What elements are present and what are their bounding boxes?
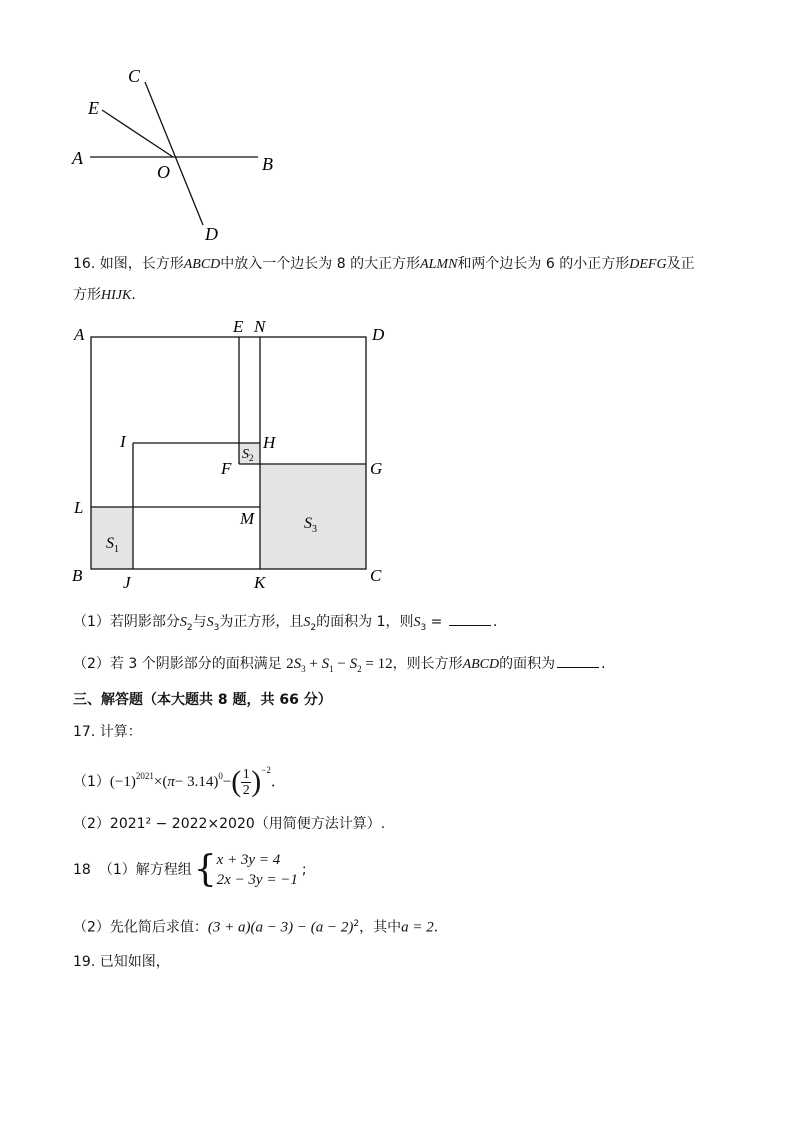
q16-p2-a: （2）若 3 个阴影部分的面积满足 [73,656,282,672]
q18-part1: 18 （1）解方程组 { x + 3y = 4 2x − 3y = −1 ; [73,849,307,890]
q16-number: 16. [73,256,96,272]
q16-text6: ． [131,287,146,303]
label-s3: $S_3$ [304,515,317,535]
fig-label-d: D [372,325,385,344]
q18-part2: （2）先化简后求值：$(3 + a)(a - 3) - (a - 2)^2$，其中a = 2． [73,919,448,936]
answer-blank-1[interactable] [449,613,491,626]
q18-eq1: x + 3y = 4 [216,852,281,868]
q17-number: 17. 计算： [73,724,142,740]
q17-part1 [73,762,286,802]
q18-p2-expression: (3 + a)(a − 3) − (a − 2) [207,919,354,936]
fig-label-f: F [221,459,232,478]
q17-p1-label: （1） [73,774,110,790]
q16-part1: （1）若阴影部分$S_2$与$S_3$为正方形，且$S_2$的面积为 1，则$S_3$ = ． [73,614,507,633]
line-eo [102,110,173,157]
fig-label-c: C [370,566,382,585]
rectangle-figure [60,312,400,597]
q16-p1-c: 为正方形，且 [219,614,304,630]
label-b: B [262,154,273,174]
section-title: 三、解答题（本大题共 8 题，共 66 分） [73,692,332,708]
q18-eq2: 2x − 3y = −1 [216,872,298,888]
q16-p2-b: ，则长方形 [392,656,463,672]
angle-figure [60,60,300,250]
q16-part2 [73,654,615,679]
q16-p1-d: 的面积为 1，则 [316,614,414,630]
fig-label-k: K [254,573,266,592]
fig-label-m: M [240,509,255,528]
fig-label-a: A [74,325,85,344]
q19-text: 19. 已知如图， [73,954,170,970]
fig-label-n: N [254,317,266,336]
q16-p1-f: ． [492,614,507,630]
fig-label-b: B [72,566,83,585]
q17-part2 [73,814,385,834]
answer-blank-2[interactable] [557,655,599,668]
label-e: E [88,98,99,118]
fig-label-i: I [120,432,126,451]
q16-hijk: HIJK [101,288,132,303]
line-cd [145,82,203,225]
q16-text3: 和两个边长为 6 的小正方形 [457,256,630,272]
q16-text1: 如图，长方形 [99,256,184,272]
q16-text4: 及正 [666,256,695,272]
q18-p2-where: ，其中 [359,919,402,936]
label-c: C [128,66,141,86]
fig-label-l: L [74,498,84,517]
label-a: A [72,148,83,168]
q16-text5: 方形 [73,287,101,303]
q17-p2-label: （2） [73,816,110,832]
fig-label-g: G [370,459,383,478]
label-s1: $S_1$ [106,535,119,555]
q17-p1-expression: (−1) $^{2021}$ ×( π − 3.14) $^0$ − ( 1 2 ) $^{-2}$ ． [109,765,286,798]
q16-line1 [73,254,695,275]
fig-label-h: H [263,433,276,452]
label-d: D [205,224,218,244]
q16-abcd: ABCD [183,257,221,272]
q18-number: 18 [73,862,91,878]
q16-p2-d: ． [601,656,616,672]
q16-p1-a: （1）若阴影部分 [73,614,180,630]
q16-p1-e: = [430,614,443,630]
fig-label-e: E [233,317,244,336]
label-s2: $S_2$ [242,447,254,463]
label-o: O [157,162,170,182]
q16-text2: 中放入一个边长为 8 的大正方形 [220,256,421,272]
q16-line2 [73,285,145,306]
q16-p2-equation: $2S_3 + S_1 - S_2 = 12$ [286,656,393,674]
q16-p1-b: 与 [192,614,207,630]
q18-p2-label: （2）先化简后求值： [73,919,208,936]
q18-p1-label: （1）解方程组 [98,862,192,878]
q16-p2-c: 的面积为 [499,656,556,672]
q17-p2-text: 2021² − 2022×2020（用简便方法计算）. [109,816,386,832]
shaded-s3 [260,464,366,569]
q16-almn: ALMN [420,257,458,272]
q16-defg: DEFG [629,257,667,272]
q16-p2-abcd: ABCD [462,657,500,672]
q18-p2-condition: a = 2 [401,919,434,936]
q18-system [217,850,298,890]
fig-label-j: J [123,573,131,592]
